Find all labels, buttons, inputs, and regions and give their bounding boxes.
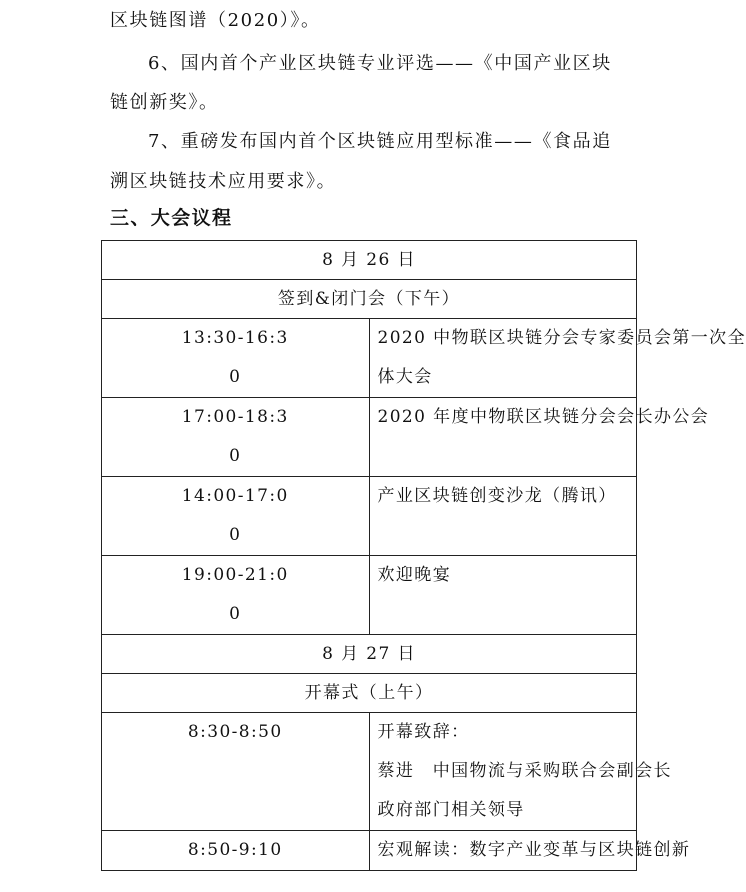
description-text: 产业区块链创变沙龙（腾讯） [377,486,617,506]
date-cell: 8 月 26 日 [102,241,637,280]
time-cell [102,556,370,635]
date-row [102,635,637,674]
time-cell [102,831,370,871]
time-text-wrap: 0 [229,604,242,624]
table-row [102,831,637,871]
session-row [102,280,637,319]
time-text: 14:00-17:0 [181,486,289,506]
paragraph-line: 区块链图谱（2020）》。 [110,10,321,31]
table-row [102,713,637,831]
date-row [102,241,637,280]
list-item-6: 6、国内首个产业区块链专业评选——《中国产业区块 [148,53,612,74]
list-item-7: 7、重磅发布国内首个区块链应用型标准——《食品追 [148,131,612,152]
description-text-wrap: 体大会 [377,367,433,387]
description-text: 开幕致辞： [377,722,470,742]
table-row [102,398,637,477]
description-text: 宏观解读：数字产业变革与区块链创新 [377,840,691,860]
time-text-wrap: 0 [229,367,242,387]
date-cell: 8 月 27 日 [102,635,637,674]
description-text: 欢迎晚宴 [377,565,452,585]
description-text: 2020 中物联区块链分会专家委员会第一次全 [377,328,746,348]
description-cell [369,556,637,635]
description-cell [369,319,746,398]
time-cell [102,319,370,398]
session-cell: 签到&闭门会（下午） [102,280,637,319]
description-cell [369,477,637,556]
time-text: 8:30-8:50 [187,722,283,742]
section-title: 三、大会议程 [110,207,233,229]
session-row [102,674,637,713]
time-cell [102,477,370,556]
agenda-table [101,240,746,871]
time-text-wrap: 0 [229,446,242,466]
description-cell [369,398,710,477]
description-cell [369,713,672,831]
table-row [102,556,637,635]
time-text: 17:00-18:3 [181,407,289,427]
description-text: 政府部门相关领导 [377,800,525,820]
description-text: 2020 年度中物联区块链分会会长办公会 [377,407,710,427]
table-row [102,477,637,556]
list-item-7-continuation: 溯区块链技术应用要求》。 [110,171,337,192]
table-row [102,319,637,398]
description-cell [369,831,691,871]
time-text-wrap: 0 [229,525,242,545]
time-cell [102,713,370,831]
session-cell: 开幕式（上午） [102,674,637,713]
time-text: 13:30-16:3 [181,328,289,348]
time-text: 8:50-9:10 [187,840,283,860]
list-item-6-continuation: 链创新奖》。 [110,92,219,113]
time-text: 19:00-21:0 [181,565,289,585]
description-text: 蔡进 中国物流与采购联合会副会长 [377,761,672,781]
time-cell [102,398,370,477]
